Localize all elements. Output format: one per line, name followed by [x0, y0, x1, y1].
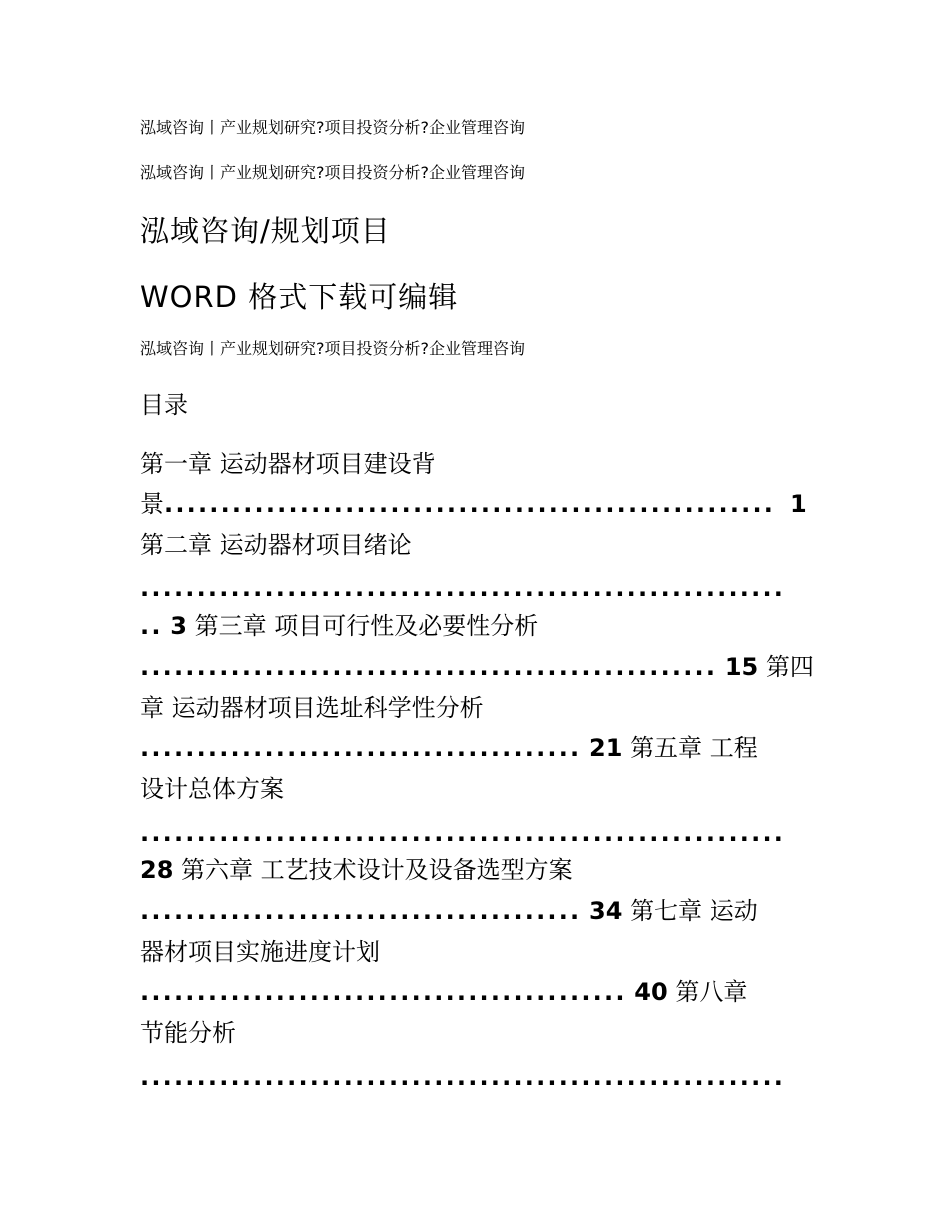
toc-text: 章 运动器材项目选址科学性分析 — [140, 694, 484, 722]
toc-line — [140, 655, 814, 679]
toc-dots: ....................................... — [140, 897, 582, 925]
toc-text: 第五章 工程 — [630, 734, 758, 762]
toc-dots: ......................................................... — [140, 1063, 786, 1091]
toc-line — [140, 940, 380, 964]
toc-line — [140, 696, 484, 720]
toc-text: 第四 — [765, 653, 814, 681]
toc-line — [140, 490, 807, 518]
toc-text: 设计总体方案 — [140, 775, 284, 803]
toc-line — [140, 821, 785, 845]
toc-text: 节能分析 — [140, 1019, 236, 1047]
toc-text: 第八章 — [675, 978, 748, 1006]
toc-dots: ........................................... — [140, 978, 627, 1006]
toc-line — [140, 1021, 236, 1045]
toc-text: 第七章 运动 — [630, 897, 758, 925]
toc-page-number: 1 — [790, 490, 807, 518]
toc-dots: ......................................................... — [140, 819, 786, 847]
toc-dots: ...................................................... — [164, 490, 776, 518]
toc-page-number: 21 — [589, 734, 623, 762]
toc-line — [140, 576, 785, 600]
toc-text: 第六章 工艺技术设计及设备选型方案 — [181, 856, 573, 884]
header-line-3: 泓域咨询丨产业规划研究?项目投资分析?企业管理咨询 — [140, 339, 525, 358]
toc-page-number: 28 — [140, 856, 174, 884]
document-subtitle: WORD 格式下载可编辑 — [140, 280, 459, 314]
toc-line — [140, 858, 573, 882]
toc-dots: ....................................... — [140, 734, 582, 762]
toc-line — [140, 899, 758, 923]
toc-line — [140, 980, 747, 1004]
toc-page-number: 34 — [589, 897, 623, 925]
toc-line — [140, 1065, 785, 1089]
toc-dots: .. — [140, 612, 163, 640]
header-line-2: 泓域咨询丨产业规划研究?项目投资分析?企业管理咨询 — [140, 163, 525, 182]
document-title: 泓域咨询/规划项目 — [140, 214, 391, 248]
toc-text: 第二章 运动器材项目绪论 — [140, 531, 412, 559]
toc-dots: ................................................... — [140, 653, 718, 681]
toc-text: 第三章 项目可行性及必要性分析 — [194, 612, 539, 640]
toc-line — [140, 533, 412, 557]
toc-text: 第一章 运动器材项目建设背 — [140, 450, 436, 478]
toc-text: 器材项目实施进度计划 — [140, 938, 380, 966]
toc-line — [140, 777, 284, 801]
toc-line — [140, 452, 436, 476]
toc-text: 景 — [140, 490, 164, 518]
toc-line — [140, 614, 538, 638]
header-line-1: 泓域咨询丨产业规划研究?项目投资分析?企业管理咨询 — [140, 118, 525, 137]
toc-line — [140, 736, 758, 760]
toc-page-number: 40 — [634, 978, 668, 1006]
toc-heading: 目录 — [140, 391, 188, 419]
toc-page-number: 15 — [724, 653, 759, 681]
toc-dots: ......................................................... — [140, 574, 786, 602]
toc-page-number: 3 — [170, 612, 187, 640]
